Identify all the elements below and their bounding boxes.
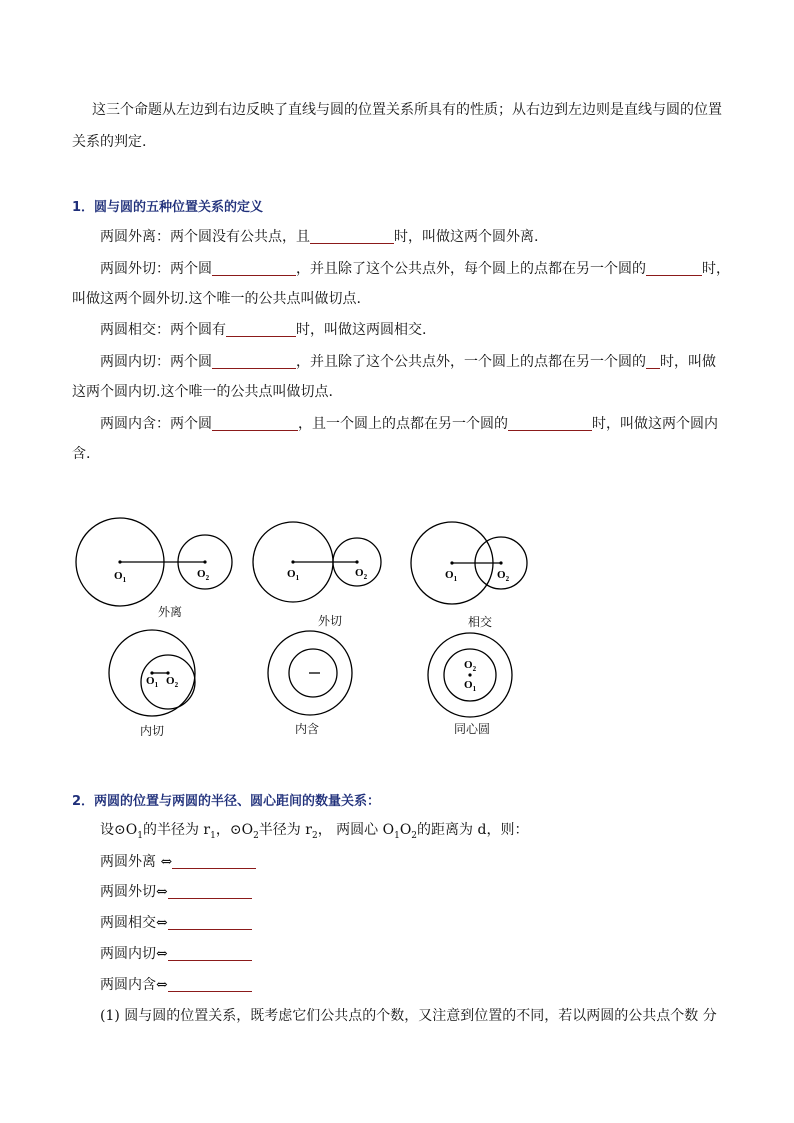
label-o2: $O_2$ — [497, 569, 510, 583]
answer-blank[interactable] — [168, 946, 252, 961]
def-waiqie-cont: 叫做这两个圆外切.这个唯一的公共点叫做切点. — [72, 291, 361, 307]
center-dot — [450, 561, 453, 564]
label-o2: $O_2$ — [464, 659, 477, 673]
def-waiqie: 两圆外切：两个圆 ，并且除了这个公共点外，每个圆上的点都在另一个圆的 时， — [100, 261, 730, 277]
center-dot — [468, 673, 471, 676]
def-xiangjiao: 两圆相交：两个圆有 时，叫做这两圆相交. — [100, 322, 427, 338]
def-waili: 两圆外离：两个圆没有公共点，且 时，叫做这两个圆外离. — [100, 229, 539, 245]
section-1-heading: 1．圆与圆的五种位置关系的定义 — [72, 200, 264, 215]
section-2-heading: 2．两圆的位置与两圆的半径、圆心距间的数量关系： — [72, 794, 381, 809]
label-o1: $O_1$ — [445, 569, 458, 583]
caption-tongxin: 同心圆 — [454, 722, 491, 736]
center-dot — [355, 560, 358, 563]
caption-neihan: 内含 — [295, 722, 320, 736]
relation-waiqie: 两圆外切⇔ — [100, 883, 252, 901]
def-neiqie-cont: 这两个圆内切.这个唯一的公共点叫做切点. — [72, 384, 333, 400]
label-o1: $O_1$ — [114, 570, 127, 584]
label-o2: $O_2$ — [355, 567, 368, 581]
caption-waili: 外离 — [158, 605, 183, 619]
center-dot — [499, 561, 502, 564]
caption-xiangjiao: 相交 — [468, 615, 493, 629]
relation-neihan: 两圆内含⇔ — [100, 976, 252, 994]
setup-line: 设$⊙O_1$的半径为 $r_1$，$⊙O_2$半径为 $r_2$， 两圆心 $O_1O_2$的距离为 d，则： — [100, 822, 529, 841]
answer-blank[interactable] — [172, 854, 256, 869]
relation-neiqie: 两圆内切⇔ — [100, 945, 252, 963]
caption-waiqie: 外切 — [318, 614, 343, 628]
center-dot — [291, 560, 294, 563]
label-o2: $O_2$ — [166, 675, 179, 689]
caption-neiqie: 内切 — [140, 724, 165, 738]
label-o1: $O_1$ — [287, 568, 300, 582]
answer-blank[interactable] — [168, 977, 252, 992]
relation-xiangjiao: 两圆相交⇔ — [100, 914, 252, 932]
label-o2: $O_2$ — [197, 568, 210, 582]
relation-waili: 两圆外离 ⇔ — [100, 853, 256, 871]
def-neihan: 两圆内含：两个圆 ，且一个圆上的点都在另一个圆的 时，叫做这两个圆内 — [100, 416, 718, 432]
note-line: (1) 圆与圆的位置关系，既考虑它们公共点的个数，又注意到位置的不同，若以两圆的公共点个数 分 — [100, 1008, 717, 1024]
def-neiqie: 两圆内切：两个圆 ，并且除了这个公共点外，一个圆上的点都在另一个圆的 时，叫做 — [100, 354, 716, 370]
label-o1: $O_1$ — [146, 675, 159, 689]
intro-line-2: 关系的判定. — [72, 134, 147, 150]
answer-blank[interactable] — [168, 884, 252, 899]
center-dot — [203, 560, 206, 563]
def-neihan-cont: 含. — [72, 446, 91, 462]
answer-blank[interactable] — [168, 915, 252, 930]
center-dot — [118, 560, 121, 563]
intro-line-1: 这三个命题从左边到右边反映了直线与圆的位置关系所具有的性质；从右边到左边则是直线与圆的位置 — [92, 102, 722, 118]
label-o1: $O_1$ — [464, 679, 477, 693]
